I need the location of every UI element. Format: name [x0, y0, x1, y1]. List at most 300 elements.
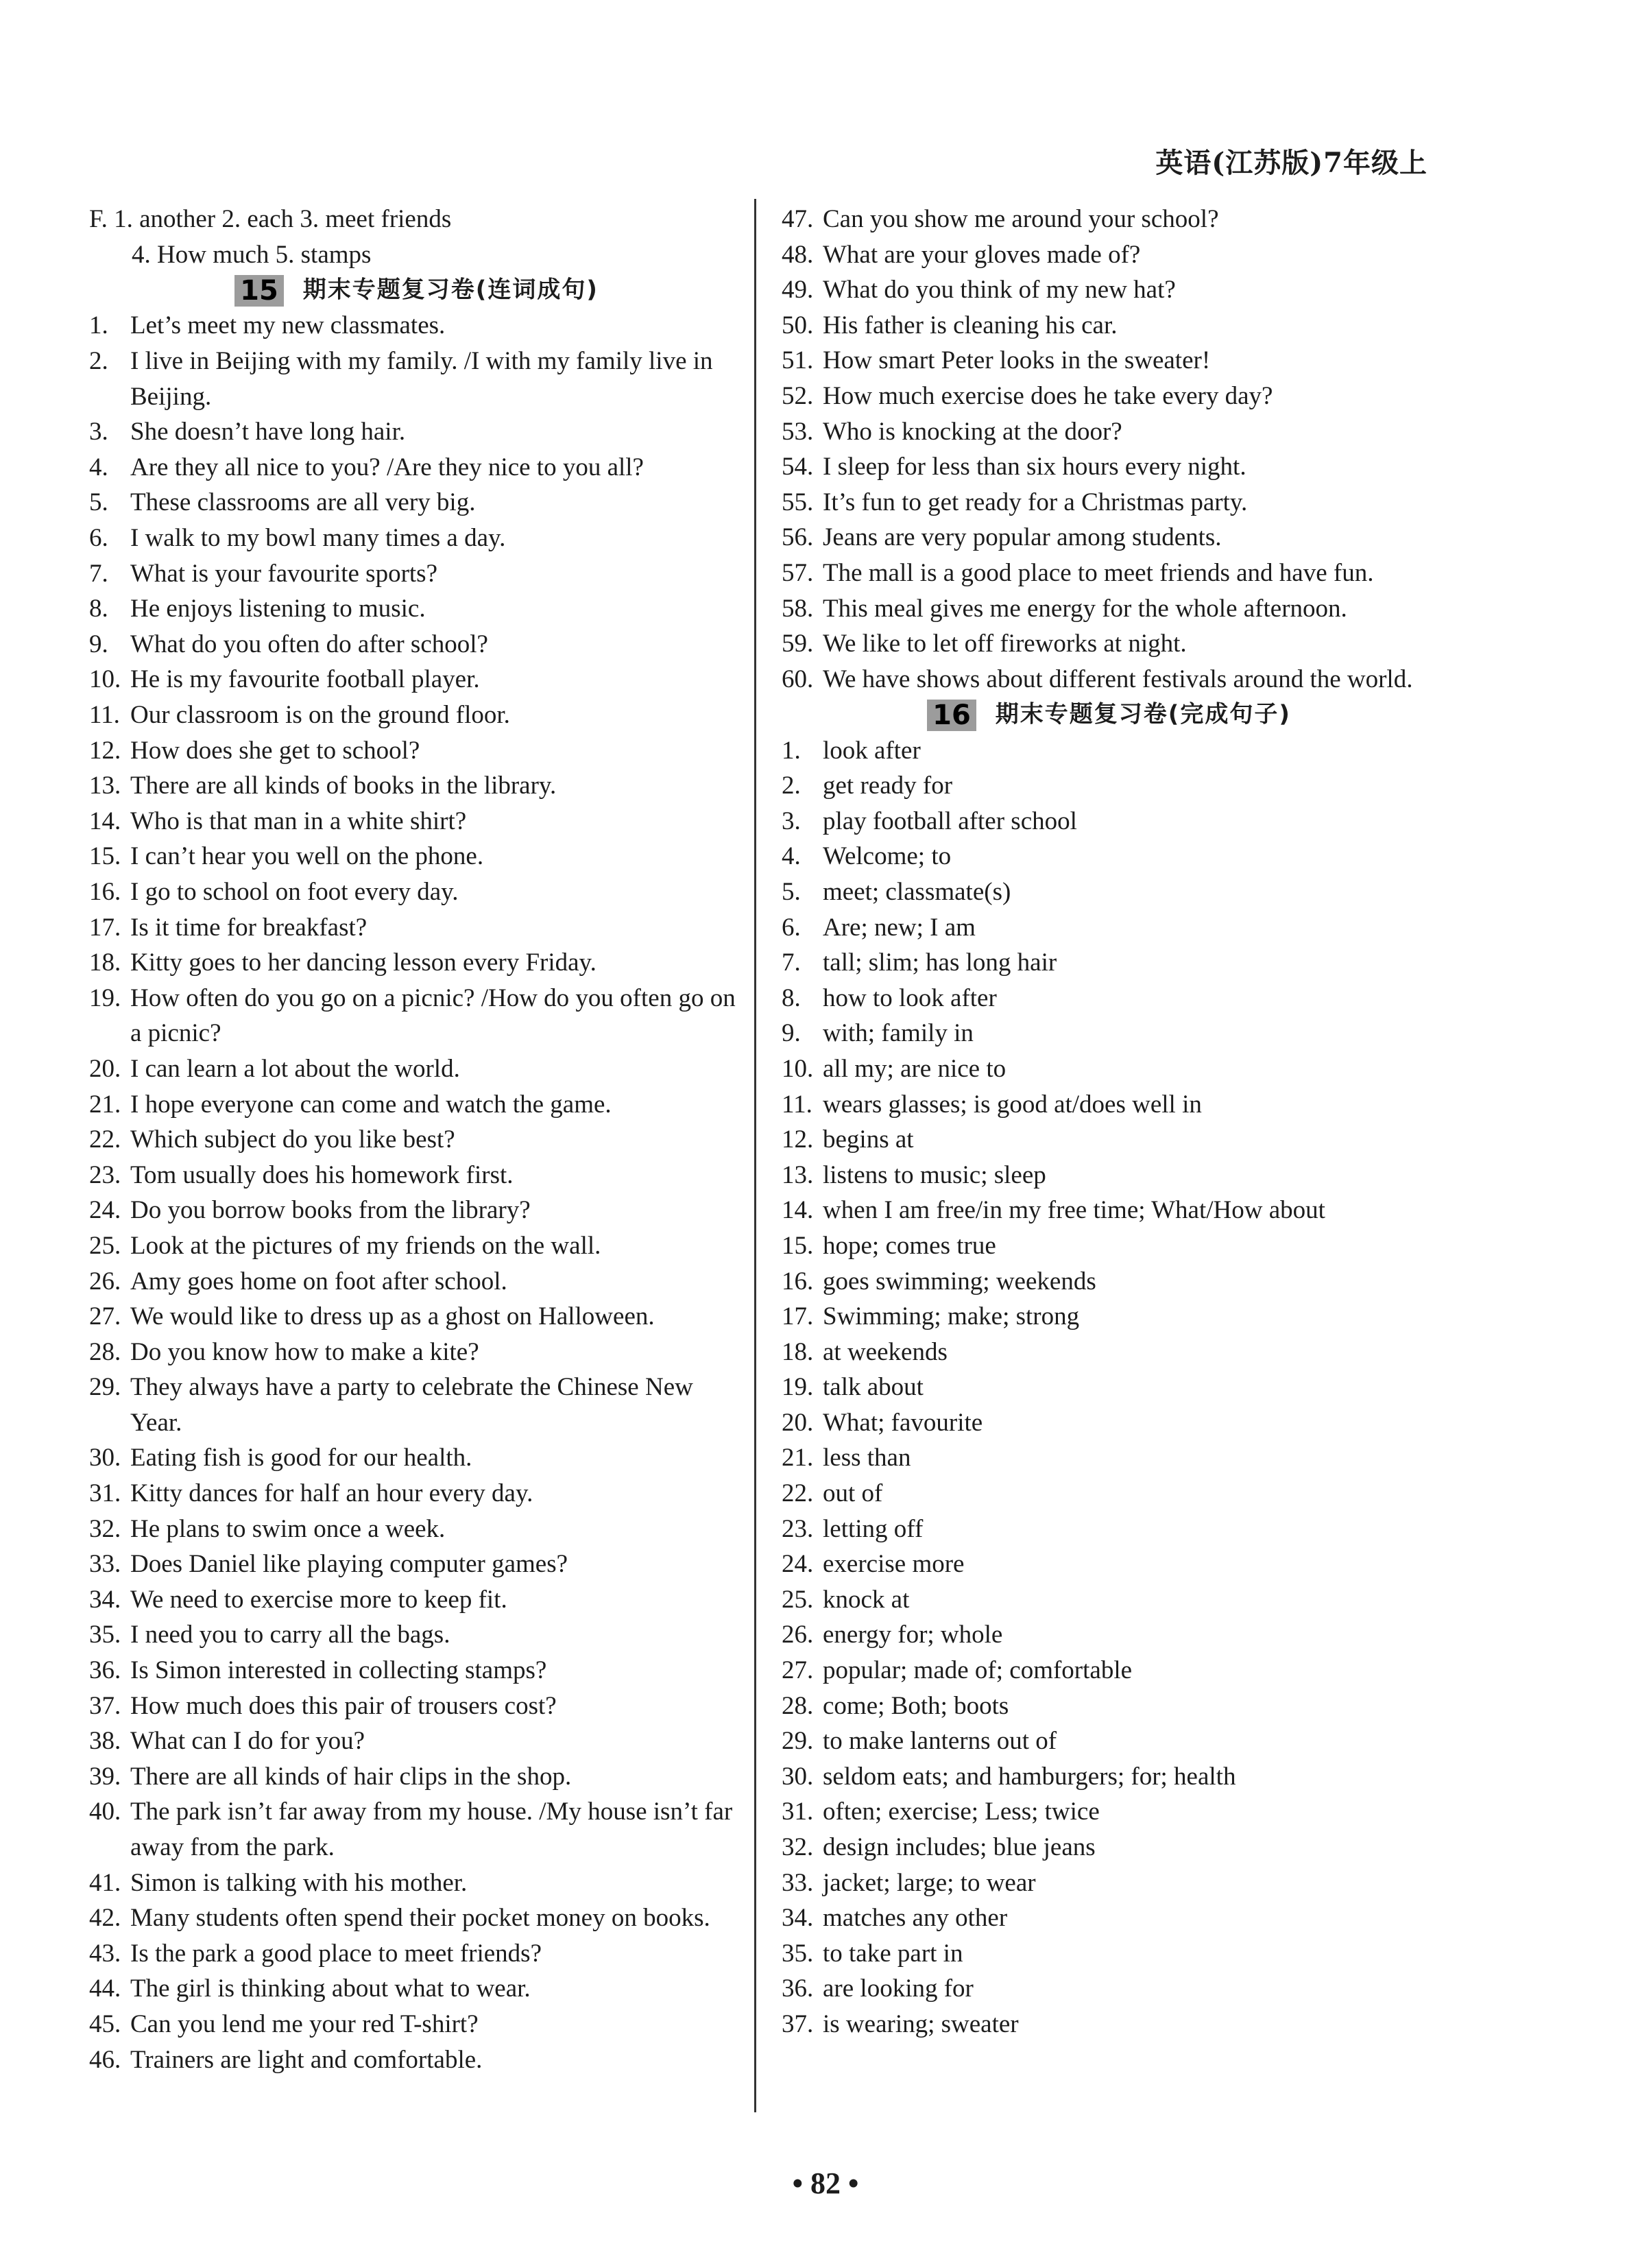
item-text: Simon is talking with his mother. [130, 1868, 468, 1897]
section-f-answers-2: 4. How much 5. stamps [132, 240, 372, 269]
section-15-item [89, 556, 744, 592]
item-text: What; favourite [823, 1408, 983, 1437]
section-16-item [782, 1653, 1436, 1688]
section-15-item [89, 768, 744, 804]
item-number: 11. [89, 701, 120, 730]
item-text: Our classroom is on the ground floor. [130, 701, 510, 730]
section-16-item [782, 1759, 1436, 1795]
section-16-item [782, 945, 1436, 981]
section-16-item [782, 1193, 1436, 1228]
section-15-item [89, 662, 744, 697]
item-number: 18. [782, 1337, 814, 1366]
section-16-item [782, 1335, 1436, 1370]
item-text: We have shows about different festivals around the world. [823, 665, 1413, 693]
section-16-item [782, 1547, 1436, 1582]
item-number: 15. [89, 842, 121, 871]
item-text: letting off [823, 1514, 924, 1543]
section-f-line-1 [89, 202, 744, 237]
section-15-item [782, 591, 1436, 627]
section-16-item [782, 1582, 1436, 1618]
item-number: 34. [89, 1585, 121, 1614]
section-15-item [89, 1971, 744, 2007]
item-text: I hope everyone can come and watch the game. [130, 1090, 612, 1119]
right-column [782, 202, 1436, 2042]
item-number: 33. [782, 1868, 814, 1897]
item-number: 6. [782, 913, 801, 942]
page-header-title: 英语(江苏版)7年级上 [1155, 147, 1427, 179]
section-16-item [782, 1405, 1436, 1441]
item-number: 27. [89, 1302, 121, 1331]
section-15-item [89, 2007, 744, 2042]
item-text: meet; classmate(s) [823, 877, 1011, 906]
page-number: • 82 • [792, 2166, 859, 2200]
item-number: 19. [782, 1373, 814, 1402]
section-16-title: 期末专题复习卷(完成句子) [995, 701, 1291, 729]
section-16-item [782, 1865, 1436, 1901]
section-15-item [89, 414, 744, 450]
section-15-item [782, 520, 1436, 556]
item-number: 56. [782, 523, 814, 552]
section-15-item [89, 839, 744, 874]
item-text: I sleep for less than six hours every night. [823, 453, 1246, 481]
item-text: Let’s meet my new classmates. [130, 311, 446, 340]
item-number: 20. [89, 1054, 121, 1083]
section-15-item [89, 981, 744, 1051]
section-15-item [89, 1158, 744, 1193]
section-15-item [89, 1759, 744, 1795]
column-divider [754, 199, 756, 2112]
item-number: 54. [782, 453, 814, 481]
item-text: Jeans are very popular among students. [823, 523, 1222, 552]
section-16-item [782, 1971, 1436, 2007]
item-number: 28. [89, 1337, 121, 1366]
item-text: Who is knocking at the door? [823, 417, 1122, 446]
item-number: 24. [89, 1196, 121, 1225]
section-15-item [89, 1122, 744, 1158]
item-number: 4. [89, 453, 108, 481]
item-text: Welcome; to [823, 842, 952, 871]
section-16-item [782, 1688, 1436, 1724]
section-15-item [89, 1688, 744, 1724]
item-text: when I am free/in my free time; What/How about [823, 1196, 1325, 1225]
item-number: 31. [782, 1798, 814, 1826]
section-f-answers-1: 1. another 2. each 3. meet friends [114, 205, 452, 233]
item-number: 27. [782, 1656, 814, 1685]
section-15-item [782, 272, 1436, 308]
section-16-heading [782, 697, 1436, 732]
item-number: 25. [782, 1585, 814, 1614]
section-15-badge: 15 [234, 275, 284, 307]
item-number: 26. [89, 1267, 121, 1296]
item-text: The park isn’t far away from my house. /My house isn’t far away from the park. [130, 1798, 733, 1862]
section-15-item [89, 591, 744, 627]
section-16-item [782, 1264, 1436, 1300]
item-text: Many students often spend their pocket money on books. [130, 1904, 710, 1933]
item-number: 37. [782, 2009, 814, 2038]
item-number: 48. [782, 240, 814, 269]
section-15-item [782, 308, 1436, 344]
item-text: I live in Beijing with my family. /I with my family live in Beijing. [130, 347, 713, 411]
item-number: 3. [782, 807, 801, 835]
item-number: 28. [782, 1691, 814, 1720]
item-number: 51. [782, 346, 814, 375]
item-text: Are they all nice to you? /Are they nice to you all? [130, 453, 644, 481]
section-15-item [89, 1087, 744, 1123]
section-16-item [782, 1087, 1436, 1123]
item-text: to take part in [823, 1939, 963, 1968]
section-16-item [782, 804, 1436, 839]
item-text: all my; are nice to [823, 1054, 1007, 1083]
section-16-item [782, 1794, 1436, 1830]
item-number: 37. [89, 1691, 121, 1720]
section-15-item [89, 945, 744, 981]
item-number: 16. [782, 1267, 814, 1296]
item-number: 14. [89, 807, 121, 835]
item-text: What are your gloves made of? [823, 240, 1141, 269]
item-text: exercise more [823, 1550, 965, 1579]
item-number: 13. [89, 772, 121, 800]
section-15-item [89, 1440, 744, 1476]
item-number: 17. [89, 913, 121, 942]
item-number: 2. [782, 772, 801, 800]
section-15-item [782, 449, 1436, 485]
item-number: 53. [782, 417, 814, 446]
item-number: 24. [782, 1550, 814, 1579]
item-number: 8. [89, 595, 108, 623]
section-15-item [782, 237, 1436, 273]
item-text: Do you know how to make a kite? [130, 1337, 479, 1366]
section-16-item [782, 1830, 1436, 1865]
section-15-item [89, 1299, 744, 1335]
item-text: How much does this pair of trousers cost? [130, 1691, 557, 1720]
item-number: 9. [89, 630, 108, 658]
item-number: 8. [782, 983, 801, 1012]
item-number: 52. [782, 381, 814, 410]
item-text: Is the park a good place to meet friends? [130, 1939, 542, 1968]
item-text: We like to let off fireworks at night. [823, 630, 1187, 658]
item-text: Are; new; I am [823, 913, 976, 942]
section-15-item [89, 697, 744, 733]
item-text: He plans to swim once a week. [130, 1514, 446, 1543]
item-number: 1. [782, 736, 801, 765]
section-16-item [782, 981, 1436, 1016]
item-number: 11. [782, 1090, 812, 1119]
item-number: 39. [89, 1762, 121, 1791]
item-number: 7. [782, 948, 801, 977]
section-15-item [89, 1476, 744, 1512]
item-text: They always have a party to celebrate the Chinese New Year. [130, 1373, 693, 1437]
item-number: 16. [89, 877, 121, 906]
section-15-item [89, 874, 744, 910]
item-text: How smart Peter looks in the sweater! [823, 346, 1211, 375]
item-text: Swimming; make; strong [823, 1302, 1080, 1331]
section-15-item [89, 308, 744, 344]
item-number: 32. [89, 1514, 121, 1543]
item-number: 18. [89, 948, 121, 977]
section-15-item [89, 1865, 744, 1901]
item-text: Kitty dances for half an hour every day. [130, 1479, 533, 1508]
section-15-item [89, 450, 744, 486]
section-16-item [782, 1936, 1436, 1972]
item-text: begins at [823, 1125, 914, 1154]
item-text: I go to school on foot every day. [130, 877, 459, 906]
item-text: with; family in [823, 1019, 974, 1048]
item-number: 43. [89, 1939, 121, 1968]
item-text: His father is cleaning his car. [823, 311, 1118, 339]
item-number: 4. [782, 842, 801, 871]
item-number: 59. [782, 630, 814, 658]
item-text: Which subject do you like best? [130, 1125, 455, 1154]
item-number: 32. [782, 1833, 814, 1862]
item-number: 46. [89, 2045, 121, 2074]
item-text: He is my favourite football player. [130, 665, 480, 694]
item-number: 44. [89, 1974, 121, 2003]
section-15-item [89, 344, 744, 414]
section-15-item [89, 521, 744, 556]
item-text: Can you show me around your school? [823, 205, 1219, 233]
section-15-item [89, 1264, 744, 1300]
section-15-heading [89, 272, 744, 308]
section-15-item [782, 662, 1436, 697]
item-text: These classrooms are all very big. [130, 488, 476, 517]
section-16-item [782, 839, 1436, 874]
item-text: Kitty goes to her dancing lesson every Friday. [130, 948, 596, 977]
item-number: 55. [782, 488, 814, 516]
item-number: 19. [89, 983, 121, 1012]
section-16-item [782, 1476, 1436, 1512]
item-text: often; exercise; Less; twice [823, 1798, 1100, 1826]
item-number: 30. [89, 1444, 121, 1472]
section-16-item [782, 1512, 1436, 1547]
item-text: The mall is a good place to meet friends and have fun. [823, 558, 1374, 587]
item-number: 6. [89, 524, 108, 553]
item-text: at weekends [823, 1337, 948, 1366]
section-16-item [782, 2007, 1436, 2042]
section-15-item [89, 1051, 744, 1087]
item-number: 12. [782, 1125, 814, 1154]
item-number: 49. [782, 276, 814, 305]
item-number: 13. [782, 1160, 814, 1189]
section-15-item [89, 1936, 744, 1972]
section-15-item [782, 556, 1436, 591]
item-text: less than [823, 1444, 911, 1472]
item-number: 38. [89, 1727, 121, 1756]
item-text: look after [823, 736, 921, 765]
item-text: to make lanterns out of [823, 1727, 1057, 1756]
item-text: come; Both; boots [823, 1691, 1009, 1720]
item-number: 22. [782, 1479, 814, 1508]
section-16-item [782, 1440, 1436, 1476]
section-15-item [782, 379, 1436, 414]
item-number: 15. [782, 1231, 814, 1260]
item-number: 35. [782, 1939, 814, 1968]
item-text: How much exercise does he take every day? [823, 381, 1273, 410]
item-text: out of [823, 1479, 883, 1508]
item-number: 41. [89, 1868, 121, 1897]
item-text: Can you lend me your red T-shirt? [130, 2009, 479, 2038]
section-15-item [89, 1228, 744, 1264]
section-15-item [89, 1582, 744, 1618]
section-16-item [782, 1617, 1436, 1653]
item-number: 50. [782, 311, 814, 339]
item-text: I can’t hear you well on the phone. [130, 842, 484, 871]
section-15-item [89, 485, 744, 521]
item-text: Amy goes home on foot after school. [130, 1267, 507, 1296]
section-15-item [89, 1617, 744, 1653]
item-number: 26. [782, 1621, 814, 1649]
item-text: It’s fun to get ready for a Christmas party. [823, 488, 1248, 516]
item-text: wears glasses; is good at/does well in [823, 1090, 1202, 1119]
item-text: Is it time for breakfast? [130, 913, 367, 942]
section-15-item [782, 202, 1436, 237]
section-16-item [782, 1158, 1436, 1193]
item-number: 21. [782, 1444, 814, 1472]
item-text: how to look after [823, 983, 997, 1012]
section-16-item [782, 768, 1436, 804]
item-text: This meal gives me energy for the whole afternoon. [823, 594, 1347, 623]
item-number: 20. [782, 1408, 814, 1437]
section-16-item [782, 733, 1436, 769]
item-number: 60. [782, 665, 814, 693]
item-text: There are all kinds of hair clips in the shop. [130, 1762, 572, 1791]
item-number: 22. [89, 1125, 121, 1154]
section-15-title: 期末专题复习卷(连词成句) [302, 276, 599, 304]
item-number: 58. [782, 594, 814, 623]
section-15-item [89, 733, 744, 769]
section-16-item [782, 1016, 1436, 1051]
item-text: jacket; large; to wear [823, 1868, 1036, 1897]
item-text: What do you often do after school? [130, 630, 488, 658]
section-15-item [89, 804, 744, 839]
section-f-label: F. [89, 205, 108, 233]
section-15-item [89, 910, 744, 946]
item-text: seldom eats; and hamburgers; for; health [823, 1762, 1236, 1791]
item-number: 10. [782, 1054, 814, 1083]
item-number: 31. [89, 1479, 121, 1508]
item-number: 29. [782, 1727, 814, 1756]
item-text: Do you borrow books from the library? [130, 1196, 531, 1225]
section-15-item [89, 1512, 744, 1547]
item-text: She doesn’t have long hair. [130, 418, 406, 446]
item-number: 5. [89, 488, 108, 517]
section-15-item [89, 1794, 744, 1865]
item-text: What can I do for you? [130, 1727, 365, 1756]
item-number: 34. [782, 1904, 814, 1933]
item-text: Look at the pictures of my friends on the wall. [130, 1231, 601, 1260]
item-number: 45. [89, 2009, 121, 2038]
item-number: 23. [89, 1160, 121, 1189]
section-16-item [782, 910, 1436, 946]
section-15-item [89, 1335, 744, 1370]
section-15-item [89, 627, 744, 663]
item-number: 30. [782, 1762, 814, 1791]
item-text: knock at [823, 1585, 910, 1614]
section-16-item [782, 1228, 1436, 1264]
item-number: 17. [782, 1302, 814, 1331]
item-text: play football after school [823, 807, 1077, 835]
item-text: energy for; whole [823, 1621, 1003, 1649]
section-16-item [782, 1900, 1436, 1936]
item-number: 14. [782, 1196, 814, 1225]
item-text: are looking for [823, 1974, 974, 2003]
item-number: 36. [89, 1656, 121, 1685]
item-text: listens to music; sleep [823, 1160, 1046, 1189]
item-number: 57. [782, 558, 814, 587]
item-text: There are all kinds of books in the library. [130, 772, 557, 800]
left-column [89, 202, 744, 2077]
item-text: I walk to my bowl many times a day. [130, 524, 506, 553]
item-text: popular; made of; comfortable [823, 1656, 1133, 1685]
section-15-item [89, 1653, 744, 1688]
section-15-item [89, 1370, 744, 1440]
item-number: 12. [89, 736, 121, 765]
section-15-item [782, 485, 1436, 521]
item-number: 3. [89, 418, 108, 446]
item-text: talk about [823, 1373, 924, 1402]
item-text: The girl is thinking about what to wear. [130, 1974, 531, 2003]
section-16-item [782, 874, 1436, 910]
section-15-item [89, 2042, 744, 2078]
item-number: 40. [89, 1798, 121, 1826]
item-number: 36. [782, 1974, 814, 2003]
section-16-item [782, 1370, 1436, 1405]
item-text: We need to exercise more to keep fit. [130, 1585, 507, 1614]
item-text: How does she get to school? [130, 736, 420, 765]
item-number: 47. [782, 205, 814, 233]
item-number: 29. [89, 1373, 121, 1402]
section-16-item [782, 1299, 1436, 1335]
item-number: 33. [89, 1550, 121, 1579]
item-number: 7. [89, 559, 108, 588]
item-text: What do you think of my new hat? [823, 276, 1176, 305]
item-number: 35. [89, 1621, 121, 1649]
section-15-item [89, 1900, 744, 1936]
section-15-item [782, 343, 1436, 379]
item-text: is wearing; sweater [823, 2009, 1019, 2038]
section-15-item [782, 414, 1436, 450]
item-text: Who is that man in a white shirt? [130, 807, 467, 835]
item-number: 9. [782, 1019, 801, 1048]
section-16-badge: 16 [927, 700, 976, 731]
item-text: hope; comes true [823, 1231, 996, 1260]
section-16-item [782, 1723, 1436, 1759]
item-text: Does Daniel like playing computer games? [130, 1550, 568, 1579]
item-text: Eating fish is good for our health. [130, 1444, 472, 1472]
item-number: 10. [89, 665, 121, 694]
section-15-item [89, 1547, 744, 1582]
item-number: 42. [89, 1904, 121, 1933]
item-text: tall; slim; has long hair [823, 948, 1057, 977]
item-text: Tom usually does his homework first. [130, 1160, 514, 1189]
item-text: design includes; blue jeans [823, 1833, 1096, 1862]
item-text: What is your favourite sports? [130, 559, 437, 588]
item-text: Is Simon interested in collecting stamps? [130, 1656, 547, 1685]
item-number: 21. [89, 1090, 121, 1119]
item-number: 23. [782, 1514, 814, 1543]
item-text: matches any other [823, 1904, 1008, 1933]
section-16-item [782, 1051, 1436, 1087]
item-text: goes swimming; weekends [823, 1267, 1096, 1296]
item-text: He enjoys listening to music. [130, 595, 426, 623]
item-number: 1. [89, 311, 108, 340]
section-15-item [89, 1193, 744, 1228]
item-text: Trainers are light and comfortable. [130, 2045, 483, 2074]
item-text: I can learn a lot about the world. [130, 1054, 460, 1083]
item-text: How often do you go on a picnic? /How do you often go on a picnic? [130, 983, 736, 1048]
item-text: We would like to dress up as a ghost on Halloween. [130, 1302, 655, 1331]
item-text: I need you to carry all the bags. [130, 1621, 450, 1649]
section-16-item [782, 1122, 1436, 1158]
